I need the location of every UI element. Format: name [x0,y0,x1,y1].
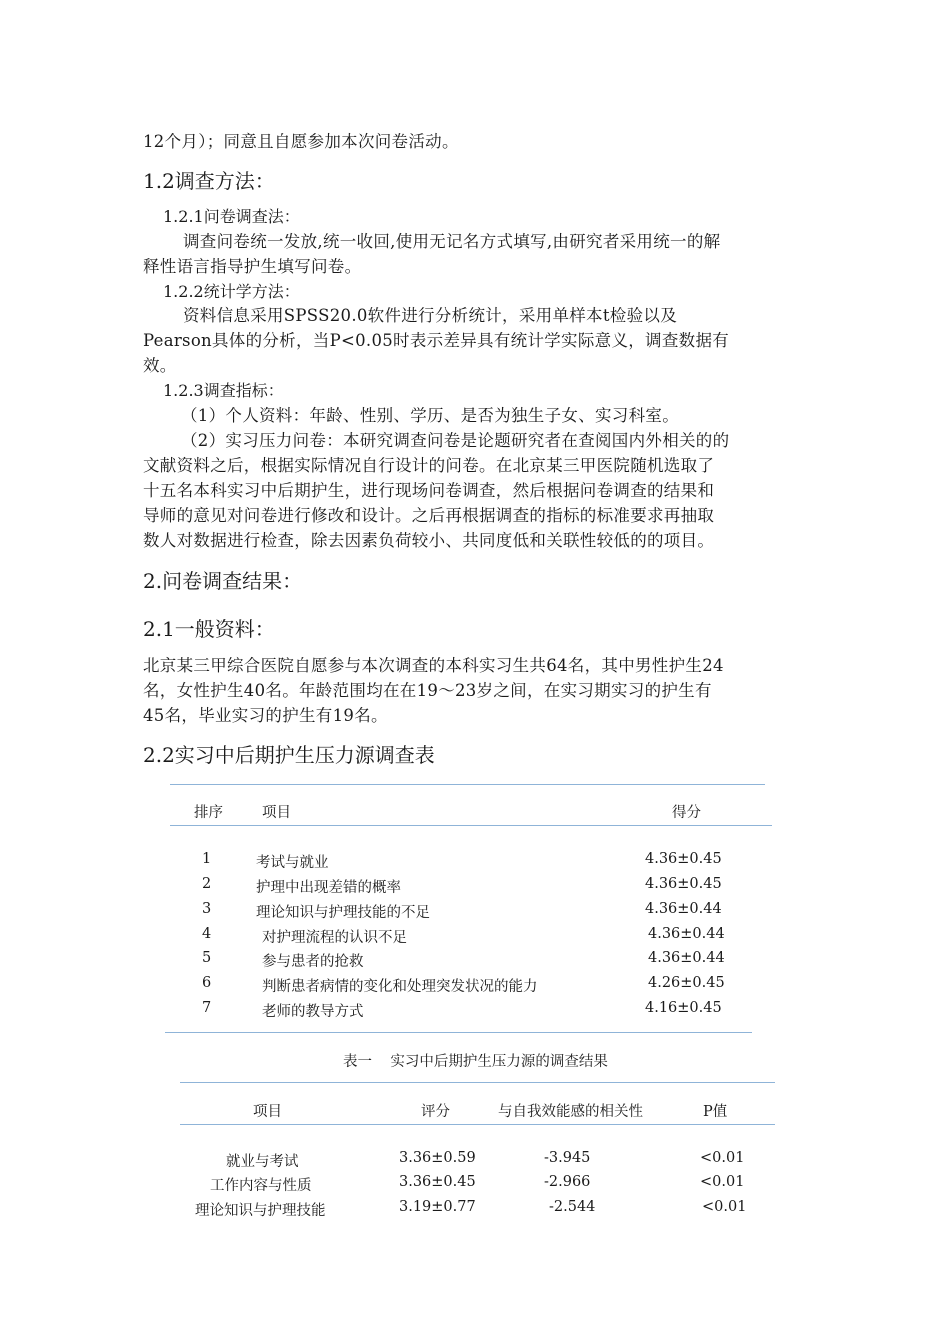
paragraph-line: 导师的意见对问卷进行修改和设计。之后再根据调查的指标的标准要求再抽取 [143,506,715,525]
paragraph-line: 十五名本科实习中后期护生，进行现场问卷调查，然后根据问卷调查的结果和 [143,481,715,500]
score-cell: 4.36±0.45 [645,851,722,867]
score-cell: 3.36±0.59 [399,1150,476,1166]
table-rule [180,1124,775,1125]
heading-2-1: 2.1一般资料： [143,617,275,641]
rank-cell: 6 [202,975,212,991]
item-cell: 工作内容与性质 [210,1178,312,1194]
table-rule [180,1082,775,1083]
item-cell: 就业与考试 [226,1154,299,1170]
paragraph-line: Pearson具体的分析，当P<0.05时表示差异具有统计学实际意义，调查数据有 [143,331,730,350]
heading-2: 2.问卷调查结果： [143,569,303,593]
item-cell: 考试与就业 [256,855,329,871]
item-cell: 老师的教导方式 [262,1004,364,1020]
item-cell: 判断患者病情的变化和处理突发状况的能力 [262,979,538,995]
heading-2-2: 2.2实习中后期护生压力源调查表 [143,743,435,767]
rank-cell: 2 [202,876,212,892]
item-cell: 对护理流程的认识不足 [262,930,407,946]
table-caption: 表一 实习中后期护生压力源的调查结果 [343,1054,608,1070]
paragraph-line: 数人对数据进行检查，除去因素负荷较小、共同度低和关联性较低的的项目。 [143,531,715,550]
table-header-cell: P值 [703,1104,728,1120]
paragraph-line: 调查问卷统一发放,统一收回,使用无记名方式填写,由研究者采用统一的解 [183,232,721,251]
correlation-cell: -2.966 [544,1174,591,1190]
rank-cell: 3 [202,901,212,917]
score-cell: 4.36±0.44 [645,901,722,917]
item-cell: 护理中出现差错的概率 [256,880,401,896]
heading-1-2-3: 1.2.3调查指标： [163,381,284,400]
score-cell: 4.16±0.45 [645,1000,722,1016]
table-rule [165,1032,752,1033]
table-header-cell: 得分 [672,805,701,821]
table-header-cell: 项目 [253,1104,282,1120]
heading-1-2: 1.2调查方法： [143,169,275,193]
score-cell: 3.36±0.45 [399,1174,476,1190]
rank-cell: 4 [202,926,212,942]
table-header-cell: 排序 [194,805,223,821]
table-rule [170,825,772,826]
paragraph-line: （2）实习压力问卷：本研究调查问卷是论题研究者在查阅国内外相关的的 [181,431,730,450]
paragraph-line: （1）个人资料：年龄、性别、学历、是否为独生子女、实习科室。 [181,406,679,425]
table-header-cell: 项目 [262,805,291,821]
score-cell: 4.36±0.45 [645,876,722,892]
p-value-cell: <0.01 [702,1199,747,1215]
paragraph-line: 45名，毕业实习的护生有19名。 [143,706,388,725]
paragraph-line: 释性语言指导护生填写问卷。 [143,257,362,276]
correlation-cell: -3.945 [544,1150,591,1166]
score-cell: 4.26±0.45 [648,975,725,991]
paragraph-line: 资料信息采用SPSS20.0软件进行分析统计，采用单样本t检验以及 [183,306,677,325]
p-value-cell: <0.01 [700,1150,745,1166]
table-header-cell: 与自我效能感的相关性 [498,1104,643,1120]
item-cell: 理论知识与护理技能 [195,1203,326,1219]
paragraph-line: 名，女性护生40名。年龄范围均在在19～23岁之间，在实习期实习的护生有 [143,681,712,700]
item-cell: 理论知识与护理技能的不足 [256,905,430,921]
score-cell: 4.36±0.44 [648,926,725,942]
score-cell: 4.36±0.44 [648,950,725,966]
heading-1-2-1: 1.2.1问卷调查法： [163,207,300,226]
correlation-cell: -2.544 [549,1199,596,1215]
score-cell: 3.19±0.77 [399,1199,476,1215]
paragraph-line: 效。 [143,356,177,375]
table-rule [170,784,765,785]
paragraph-line: 文献资料之后，根据实际情况自行设计的问卷。在北京某三甲医院随机选取了 [143,456,715,475]
paragraph-line: 12个月）；同意且自愿参加本次问卷活动。 [143,132,459,151]
rank-cell: 1 [202,851,212,867]
p-value-cell: <0.01 [700,1174,745,1190]
rank-cell: 5 [202,950,212,966]
table-header-cell: 评分 [421,1104,450,1120]
heading-1-2-2: 1.2.2统计学方法： [163,282,300,301]
paragraph-line: 北京某三甲综合医院自愿参与本次调查的本科实习生共64名，其中男性护生24 [143,656,724,675]
item-cell: 参与患者的抢救 [262,954,364,970]
rank-cell: 7 [202,1000,212,1016]
